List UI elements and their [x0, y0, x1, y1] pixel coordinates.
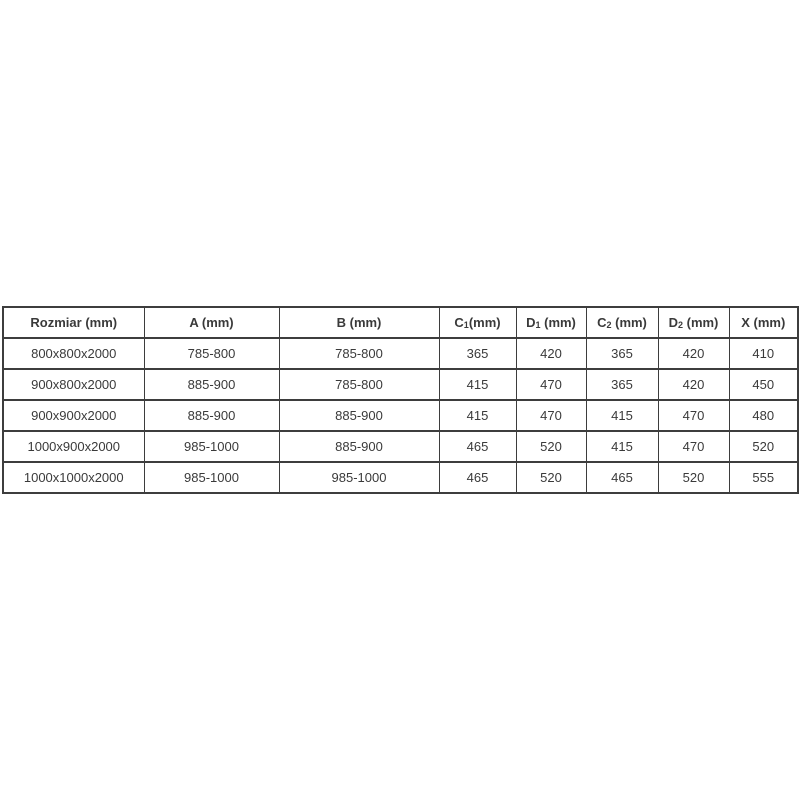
- column-header-base: D: [526, 314, 536, 330]
- table-cell: 520: [729, 431, 798, 462]
- table-cell: 410: [729, 338, 798, 369]
- column-header-suffix: (mm): [683, 314, 719, 330]
- table-row: [3, 369, 798, 400]
- table-cell: 470: [658, 400, 729, 431]
- column-header-base: A: [189, 315, 199, 330]
- column-header-suffix: (mm): [749, 315, 786, 330]
- column-header: [516, 307, 586, 338]
- table-cell: 420: [658, 369, 729, 400]
- table-row: [3, 338, 798, 369]
- table-cell: 900x800x2000: [3, 369, 144, 400]
- table-cell: 900x900x2000: [3, 400, 144, 431]
- table-cell: 885-900: [279, 400, 439, 431]
- column-header-base: D: [668, 314, 678, 330]
- column-header-suffix: (mm): [468, 314, 501, 330]
- table-row: [3, 462, 798, 493]
- header-row: [3, 307, 798, 338]
- column-header-base: Rozmiar: [30, 315, 82, 330]
- table-cell: 415: [586, 431, 658, 462]
- table-cell: 420: [516, 338, 586, 369]
- table-cell: 470: [658, 431, 729, 462]
- table-cell: 420: [658, 338, 729, 369]
- column-header-suffix: (mm): [611, 314, 647, 330]
- column-header-suffix: (mm): [81, 315, 118, 330]
- dimensions-spec-table: [2, 306, 799, 494]
- table-cell: 520: [516, 431, 586, 462]
- table-cell: 555: [729, 462, 798, 493]
- column-header-subscript: 2: [606, 319, 612, 330]
- column-header: [144, 307, 279, 338]
- table-cell: 450: [729, 369, 798, 400]
- table-cell: 365: [586, 338, 658, 369]
- table-cell: 470: [516, 400, 586, 431]
- table-cell: 520: [658, 462, 729, 493]
- table-cell: 465: [439, 431, 516, 462]
- column-header: [439, 307, 516, 338]
- column-header-base: C: [454, 314, 464, 330]
- table-cell: 985-1000: [279, 462, 439, 493]
- column-header-suffix: (mm): [346, 315, 382, 330]
- table-cell: 465: [586, 462, 658, 493]
- table-cell: 1000x900x2000: [3, 431, 144, 462]
- table-cell: 800x800x2000: [3, 338, 144, 369]
- table-cell: 785-800: [144, 338, 279, 369]
- column-header-base: X: [741, 315, 750, 330]
- table-cell: 465: [439, 462, 516, 493]
- table-cell: 470: [516, 369, 586, 400]
- column-header-suffix: (mm): [540, 314, 576, 330]
- column-header: [279, 307, 439, 338]
- table-cell: 415: [439, 400, 516, 431]
- column-header-subscript: 2: [677, 319, 683, 330]
- column-header: [658, 307, 729, 338]
- table-cell: 985-1000: [144, 431, 279, 462]
- column-header: [729, 307, 798, 338]
- column-header-subscript: 1: [463, 319, 469, 330]
- table-cell: 885-900: [279, 431, 439, 462]
- column-header: [586, 307, 658, 338]
- table-cell: 1000x1000x2000: [3, 462, 144, 493]
- table-row: [3, 400, 798, 431]
- table-cell: 885-900: [144, 400, 279, 431]
- table-cell: 480: [729, 400, 798, 431]
- table-cell: 520: [516, 462, 586, 493]
- table-cell: 785-800: [279, 369, 439, 400]
- table-cell: 365: [586, 369, 658, 400]
- table-row: [3, 431, 798, 462]
- table-cell: 885-900: [144, 369, 279, 400]
- column-header-suffix: (mm): [198, 315, 234, 330]
- table-cell: 365: [439, 338, 516, 369]
- column-header-base: C: [597, 314, 607, 330]
- table-cell: 785-800: [279, 338, 439, 369]
- column-header: [3, 307, 144, 338]
- table-cell: 985-1000: [144, 462, 279, 493]
- table-cell: 415: [439, 369, 516, 400]
- column-header-subscript: 1: [535, 319, 541, 330]
- column-header-base: B: [336, 315, 346, 330]
- table-cell: 415: [586, 400, 658, 431]
